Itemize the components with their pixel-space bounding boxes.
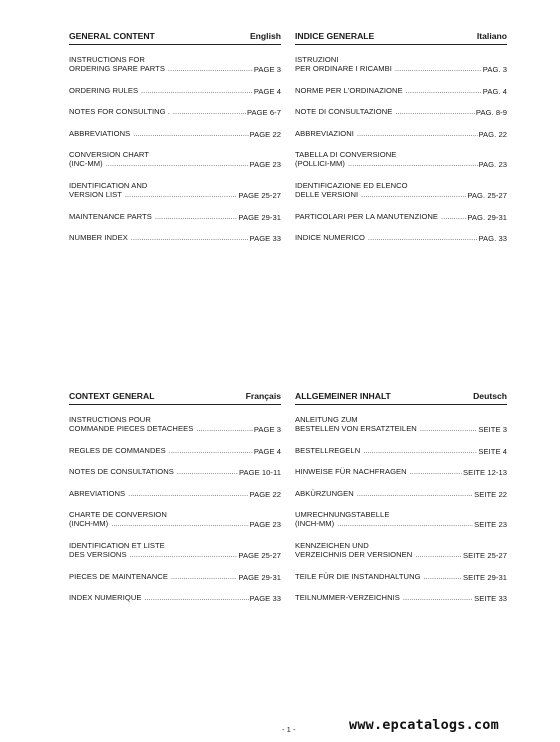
toc-entry-text: NOTES DE CONSULTATIONS	[69, 467, 174, 477]
toc-entry	[295, 55, 507, 75]
section-title: ALLGEMEINER INHALT	[295, 391, 391, 401]
toc-entry	[69, 446, 281, 456]
toc-entry-text: TEILNUMMER-VERZEICHNIS	[295, 593, 400, 603]
toc-entry-page: PAG. 25-27	[467, 191, 507, 201]
section-indice-generale	[295, 31, 507, 254]
toc-entry-page: PAGE 23	[249, 160, 281, 170]
toc-entry-text: REGLES DE COMMANDES	[69, 445, 166, 455]
toc-entry-text: UMRECHNUNGSTABELLE	[295, 510, 390, 520]
toc-entry-label	[69, 415, 253, 435]
toc-entry-page: PAGE 3	[253, 425, 281, 435]
toc-entry-text: HINWEISE FÜR NACHFRAGEN	[295, 467, 407, 477]
toc-entry-text: IDENTIFICAZIONE ED ELENCO	[295, 180, 408, 190]
toc-entry-label	[69, 129, 249, 139]
toc-entry-page: SEITE 25-27	[462, 551, 507, 561]
toc-entry-text: IDENTIFICATION AND	[69, 180, 148, 190]
toc-entry-label	[295, 446, 477, 456]
toc-entry-text: INSTRUCTIONS POUR	[69, 415, 151, 424]
toc-entry-text: NOTES FOR CONSULTING .	[69, 107, 170, 117]
brand-watermark: www.epcatalogs.com	[349, 717, 499, 733]
toc-entry-label	[69, 467, 238, 477]
toc-entry-page: PAG. 29-31	[467, 212, 507, 222]
toc-entry-text: KENNZEICHEN UND	[295, 540, 369, 550]
toc-entry-page: PAG. 4	[482, 86, 507, 96]
section-language: Italiano	[476, 31, 507, 41]
toc-entry-text: CHARTE DE CONVERSION	[69, 510, 167, 520]
toc-entry-page: PAGE 3	[253, 65, 281, 75]
toc-entry-text: (INC-MM)	[69, 159, 103, 169]
toc-entry-page: SEITE 29-31	[462, 572, 507, 582]
toc-entry-page: PAG. 22	[478, 129, 507, 139]
toc-entry	[69, 129, 281, 139]
toc-entry-text: ORDERING RULES	[69, 85, 139, 95]
toc-entry	[295, 415, 507, 435]
toc-entry	[69, 150, 281, 170]
section-general-content	[69, 31, 281, 254]
section-header	[295, 31, 507, 45]
toc-entry-text: IDENTIFICATION ET LISTE	[69, 540, 165, 550]
toc-entry-label	[295, 510, 473, 530]
toc-entry-label	[295, 572, 462, 582]
toc-entry-page: PAG. 8-9	[475, 108, 507, 118]
toc-entry-text: INDEX NUMERIQUE	[69, 593, 142, 603]
toc-entry	[295, 129, 507, 139]
toc-entry-text: INSTRUCTIONS FOR	[69, 55, 145, 64]
toc-entry-page: PAGE 6-7	[246, 108, 281, 118]
toc-entry-text: NORME PER L'ORDINAZIONE	[295, 85, 403, 95]
toc-entry-text: CONVERSION CHART	[69, 150, 149, 160]
section-header	[69, 31, 281, 45]
toc-entry-text: NUMBER INDEX	[69, 233, 128, 243]
section-language: English	[249, 31, 281, 41]
toc-entry	[69, 510, 281, 530]
toc-entry-text: TEILE FÜR DIE INSTANDHALTUNG	[295, 571, 421, 581]
toc-entry	[69, 572, 281, 582]
toc-entry-text: TABELLA DI CONVERSIONE	[295, 150, 397, 160]
toc-entry-text: ABBREVIAZIONI	[295, 128, 354, 138]
toc-entry-label	[295, 467, 462, 477]
section-title: CONTEXT GENERAL	[69, 391, 155, 401]
toc-entry-label	[69, 86, 253, 96]
toc-entry-text: DES VERSIONS	[69, 550, 127, 560]
toc-entry-label	[69, 572, 237, 582]
toc-entry-page: PAGE 29-31	[238, 572, 281, 582]
toc-entry	[295, 446, 507, 456]
toc-entry	[69, 593, 281, 603]
toc-entry-page: PAG. 23	[478, 160, 507, 170]
toc-entry-text: BESTELLREGELN	[295, 445, 361, 455]
toc-entry-text: ORDERING SPARE PARTS	[69, 64, 165, 74]
toc-entry-label	[295, 107, 475, 117]
toc-entry	[69, 541, 281, 561]
page-number: - 1 -	[282, 725, 296, 734]
toc-entry-page: SEITE 4	[478, 446, 507, 456]
toc-entry-label	[295, 55, 482, 75]
toc-entry	[295, 467, 507, 477]
toc-entry-label	[69, 55, 253, 75]
toc-entry-page: PAGE 33	[249, 234, 281, 244]
toc-entry-label	[295, 86, 482, 96]
section-title: GENERAL CONTENT	[69, 31, 155, 41]
toc-entry	[295, 489, 507, 499]
toc-entry-label	[69, 150, 249, 170]
toc-entry	[295, 593, 507, 603]
toc-entry-page: PAGE 10-11	[238, 468, 281, 478]
toc-entry-text: COMMANDE PIECES DETACHEES	[69, 424, 194, 434]
toc-entry-text: BESTELLEN VON ERSATZTEILEN	[295, 424, 417, 434]
toc-entry-label	[295, 181, 466, 201]
toc-entry-page: PAG. 33	[478, 234, 507, 244]
toc-entry-text: PER ORDINARE I RICAMBI	[295, 64, 392, 74]
toc-entry-label	[295, 212, 466, 222]
toc-entry-text: (INCH-MM)	[295, 519, 335, 529]
toc-entry	[69, 212, 281, 222]
toc-entry-label	[295, 593, 473, 603]
toc-entry-text: ABREVIATIONS	[69, 488, 126, 498]
toc-entry-page: SEITE 3	[478, 425, 507, 435]
toc-entry-label	[69, 593, 249, 603]
toc-entry-label	[69, 446, 253, 456]
toc-entry	[295, 107, 507, 117]
toc-entry	[69, 181, 281, 201]
toc-entry-text: PIECES DE MAINTENANCE	[69, 571, 168, 581]
toc-entry-page: PAGE 25-27	[238, 191, 281, 201]
toc-entry	[295, 510, 507, 530]
toc-entry-label	[69, 107, 246, 117]
toc-entry-page: SEITE 23	[474, 520, 507, 530]
toc-entry-page: SEITE 33	[474, 594, 507, 604]
toc-entry	[295, 150, 507, 170]
toc-entry-text: PARTICOLARI PER LA MANUTENZIONE	[295, 211, 439, 221]
toc-entry	[69, 467, 281, 477]
toc-entry-label	[69, 510, 249, 530]
toc-entry-text: (POLLICI-MM)	[295, 159, 345, 169]
section-context-general	[69, 391, 281, 614]
toc-entry-page: PAG. 3	[482, 65, 507, 75]
toc-entry	[69, 55, 281, 75]
toc-entry-page: PAGE 22	[249, 489, 281, 499]
toc-entry	[69, 107, 281, 117]
toc-entry-label	[295, 489, 473, 499]
toc-entry	[295, 212, 507, 222]
toc-entry-page: PAGE 22	[249, 129, 281, 139]
toc-entry	[295, 86, 507, 96]
toc-entry-label	[69, 181, 237, 201]
toc-entry-text: ANLEITUNG ZUM	[295, 415, 358, 424]
toc-entry	[69, 415, 281, 435]
section-language: Français	[245, 391, 281, 401]
section-allgemeiner-inhalt	[295, 391, 507, 614]
toc-entry-page: PAGE 33	[249, 594, 281, 604]
toc-entry-page: PAGE 4	[253, 446, 281, 456]
toc-entry-label	[69, 489, 249, 499]
toc-entry-label	[69, 212, 237, 222]
toc-entry-text: ABKÜRZUNGEN	[295, 488, 354, 498]
section-header	[69, 391, 281, 405]
toc-entry	[295, 233, 507, 243]
toc-entry-page: PAGE 25-27	[238, 551, 281, 561]
toc-entry	[295, 541, 507, 561]
toc-entry	[69, 86, 281, 96]
toc-entry-page: PAGE 4	[253, 86, 281, 96]
toc-entry	[69, 489, 281, 499]
toc-entry-text: ABBREVIATIONS	[69, 128, 131, 138]
toc-entry	[69, 233, 281, 243]
toc-entry-page: SEITE 22	[474, 489, 507, 499]
toc-entry-label	[295, 415, 477, 435]
section-title: INDICE GENERALE	[295, 31, 375, 41]
toc-entry	[295, 572, 507, 582]
toc-entry-label	[69, 541, 237, 561]
toc-entry-label	[295, 150, 478, 170]
toc-entry	[295, 181, 507, 201]
section-header	[295, 391, 507, 405]
toc-entry-page: PAGE 23	[249, 520, 281, 530]
toc-entry-label	[295, 233, 478, 243]
toc-entry-label	[295, 541, 462, 561]
toc-entry-label	[295, 129, 478, 139]
toc-entry-text: NOTE DI CONSULTAZIONE	[295, 107, 393, 117]
toc-entry-label	[69, 233, 249, 243]
toc-entry-text: ISTRUZIONI	[295, 55, 339, 64]
toc-entry-text: DELLE VERSIONI	[295, 190, 359, 200]
toc-entry-page: PAGE 29-31	[238, 212, 281, 222]
section-language: Deutsch	[473, 391, 507, 401]
toc-entry-text: VERSION LIST	[69, 190, 122, 200]
toc-entry-text: INDICE NUMERICO	[295, 233, 365, 243]
toc-entry-text: VERZEICHNIS DER VERSIONEN	[295, 550, 413, 560]
toc-entry-text: MAINTENANCE PARTS	[69, 211, 152, 221]
toc-entry-text: (INCH-MM)	[69, 519, 109, 529]
toc-entry-page: SEITE 12-13	[462, 468, 507, 478]
